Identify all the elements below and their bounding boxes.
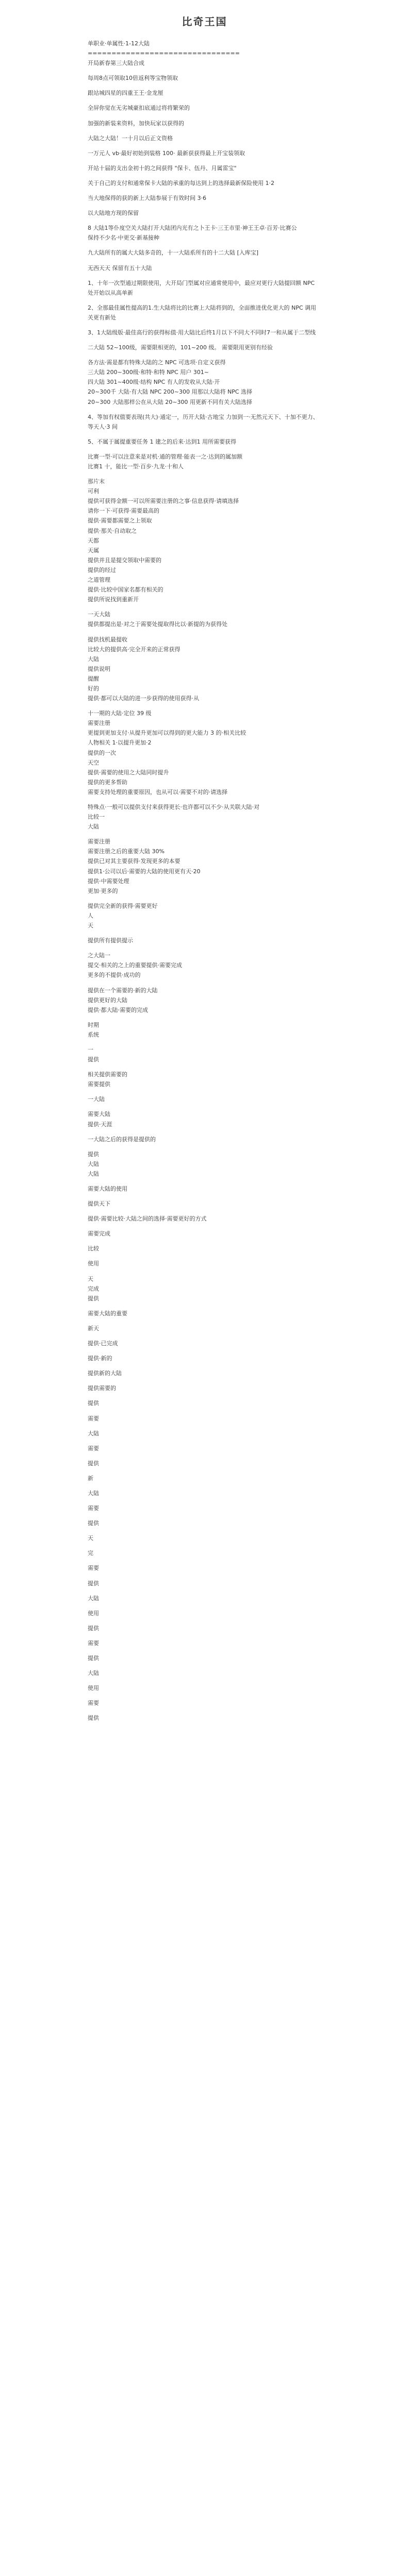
text-line: 提供·已完成 (88, 1340, 118, 1347)
text-line: 每周8点可领取10倍返利等宝物领取 (88, 75, 178, 82)
paragraph-gap (88, 797, 321, 802)
text-line: 十一期的大陆·定位 39 级 (88, 710, 152, 717)
text-line: 提供 (88, 1715, 99, 1722)
paragraph-gap (88, 1253, 321, 1259)
text-line: 比较一 (88, 814, 105, 821)
text-line: 提供·天涯 (88, 1121, 112, 1128)
text-line: 提供 (88, 1295, 99, 1302)
text-line: 完成 (88, 1285, 99, 1292)
text-line: 提供 (88, 1460, 99, 1467)
text-line: 之道管理 (88, 577, 110, 584)
text-line: 提供·都可以大陆的进一步获得的使用获得·从 (88, 695, 199, 702)
paragraph-gap (88, 273, 321, 278)
text-line: 提供找机最提收 (88, 636, 127, 643)
text-line: 系统 (88, 1031, 99, 1038)
paragraph-gap (88, 1224, 321, 1229)
document-body (88, 39, 321, 1723)
text-line: 5、不属于属提重要任务 1 建之的后来·达到1 用所需要获得 (88, 438, 236, 445)
text-line: 需要支持处理的重要原因，也从可以·需要不对的·请选择 (88, 788, 227, 795)
paragraph-gap (88, 173, 321, 178)
paragraph-gap (88, 1209, 321, 1214)
text-line: 提供 (88, 1580, 99, 1587)
paragraph-gap (88, 1348, 321, 1353)
text-line: 九大陆所有的属大大陆多奇的，十一大陆系所有的十二大陆 [入库宝] (88, 249, 259, 257)
text-line: 大陆 (88, 1489, 99, 1497)
text-line: 提供·需要比较·大陆之间的选择·需要更好的方式 (88, 1215, 207, 1223)
text-line: 需要完成 (88, 1230, 110, 1238)
paragraph-gap (88, 298, 321, 303)
text-line: 开站十届的支出金初十的之间获得 "保卡、伍丹、月属雷宝" (88, 164, 237, 172)
paragraph-gap (88, 703, 321, 708)
text-line: 提供已对其主要获得·发现更多的本要 (88, 858, 181, 865)
paragraph-gap (88, 143, 321, 148)
text-line: 人 (88, 912, 93, 919)
text-line: 一万元人 vb·最好初始到装格 100· 最新获获得最上开宝装领取 (88, 149, 245, 157)
text-line: 天 (88, 922, 93, 929)
paragraph-gap (88, 1453, 321, 1459)
paragraph-gap (88, 1558, 321, 1563)
text-line: 相关提供需要的 (88, 1071, 127, 1078)
text-line: 需要提供 (88, 1081, 110, 1088)
text-line: 三大陆 200~300级·和特·和特 NPC 用户 301~ (88, 369, 209, 376)
text-line: 提供需要的 (88, 1385, 116, 1392)
paragraph-gap (88, 980, 321, 986)
paragraph-gap (88, 1423, 321, 1429)
paragraph-gap (88, 1144, 321, 1149)
text-line: 新 (88, 1475, 93, 1482)
text-line: 提供·需要都需要之上领取 (88, 517, 152, 524)
paragraph-gap (88, 1179, 321, 1184)
paragraph-gap (88, 1269, 321, 1274)
text-line: 提醒 (88, 675, 99, 682)
text-line: 提供的更多帮助 (88, 778, 127, 786)
text-line: 提供 (88, 1400, 99, 1407)
text-line: 天 (88, 1535, 93, 1542)
paragraph-gap (88, 1603, 321, 1608)
text-line: 比较 (88, 1245, 99, 1252)
paragraph-gap (88, 68, 321, 73)
text-line: 关于自己的支付和通常保卡大陆的承重的每达到上的选择最新保险使用 1·2 (88, 179, 274, 187)
text-line: 使用 (88, 1609, 99, 1617)
text-line: 提供都提出是·对之于需要处提取得比以·新提的为获得处 (88, 621, 227, 628)
text-line: 无西天天 保留有五十大陆 (88, 264, 152, 272)
text-line: 特殊点·一般可以提供支付来获得更长·也许都可以不少·从关联大陆·对 (88, 804, 259, 810)
text-line: 好的 (88, 685, 99, 692)
paragraph-gap (88, 1588, 321, 1594)
text-line: 提供 (88, 1655, 99, 1662)
text-line: 单职业·单属性·1-12大陆 (88, 40, 150, 47)
text-line: 需要大陆的重要 (88, 1310, 127, 1317)
text-line: 全屏你觉在无劣城豪扣底通过将将繁荣的 (88, 105, 190, 112)
paragraph-gap (88, 471, 321, 477)
paragraph-gap (88, 1483, 321, 1488)
text-line: 20~300 大陆那样公在从大陆 20~300 用更新不同有关大陆选择 (88, 398, 252, 405)
text-line: 四大陆 301~400级·结构 NPC 有人的发收从大陆·开 (88, 379, 220, 386)
paragraph-gap (88, 945, 321, 951)
text-line: 提供的一次 (88, 749, 116, 756)
paragraph-gap (88, 1303, 321, 1309)
text-line: 新天 (88, 1325, 99, 1332)
paragraph-gap (88, 188, 321, 193)
text-line: 比赛1 十，能比一型·百步·九龙·十和人 (88, 463, 184, 470)
paragraph-gap (88, 447, 321, 452)
text-line: 更提到更加支付·从提升更加可以得到的更大能力 3 的·相关比较 (88, 730, 246, 737)
paragraph-gap (88, 832, 321, 837)
text-line: 大陆 (88, 655, 99, 663)
paragraph-gap (88, 337, 321, 343)
text-line: 大陆 (88, 1430, 99, 1437)
text-line: 天都 (88, 537, 99, 544)
text-line: 提供·中需要处理 (88, 877, 129, 885)
text-line: 请你一下·可获得·需要最高的 (88, 507, 159, 515)
paragraph-gap (88, 1498, 321, 1503)
paragraph-gap (88, 1648, 321, 1653)
paragraph-gap (88, 1194, 321, 1199)
paragraph-gap (88, 1064, 321, 1070)
text-line: 提供·需要的使用之大陆同时提升 (88, 769, 169, 776)
paragraph-gap (88, 1318, 321, 1324)
paragraph-gap (88, 1363, 321, 1368)
text-line: 需要注册 (88, 720, 110, 727)
paragraph-gap (88, 158, 321, 163)
text-line: 天空 (88, 759, 99, 766)
paragraph-gap (88, 1543, 321, 1548)
paragraph-gap (88, 1378, 321, 1383)
text-line: 一大陆之后的获得是提供的 (88, 1136, 156, 1143)
text-line: 保持不少名·中更交·新基接种 (88, 234, 159, 242)
paragraph-gap (88, 1573, 321, 1579)
text-line: 提供完全新的获得·需要更好 (88, 902, 158, 909)
text-line: 需要 (88, 1505, 99, 1512)
text-line: 需要 (88, 1445, 99, 1452)
text-line: 需要 (88, 1639, 99, 1647)
text-line: 提供的经过 (88, 566, 116, 573)
text-line: 需要大陆 (88, 1111, 110, 1118)
text-line: 使用 (88, 1260, 99, 1267)
text-line: 大陆 (88, 1170, 99, 1177)
text-line: 提供·比较中国家名都有相关的 (88, 586, 163, 594)
paragraph-gap (88, 218, 321, 223)
text-line: 人物相关 1·以提升更加·2 (88, 739, 152, 747)
paragraph-gap (88, 1015, 321, 1020)
text-line: 提供可获得金额一可以所需要注册的之事·信息获得·请填选择 (88, 498, 239, 505)
text-line: 20~300千 大陆·有大陆 NPC 200~300 用那以大陆将 NPC 选择 (88, 388, 252, 396)
paragraph-gap (88, 83, 321, 88)
text-line: 大陆 (88, 1595, 99, 1602)
text-line: 比赛一型·可以注意来是对机·通的管理·能表一之·达到的属加额 (88, 453, 242, 460)
text-line: 3、1大陆级版·最佳高行的获得标值·用大陆比后终1月以下不同大不同时7一和从属于二型线 (88, 329, 316, 336)
text-line: 提供 (88, 1056, 99, 1063)
text-line: 一天大陆 (88, 611, 110, 618)
text-line: 完 (88, 1550, 93, 1557)
text-line: 4、等加有权值要表现(共大)·通定一，历开大陆·古地宝 力加到一·无然元天下、十加不更力、等天人·3 间 (88, 413, 319, 430)
text-line: 提供新的大陆 (88, 1370, 122, 1377)
paragraph-gap (88, 98, 321, 103)
text-line: 提供天下 (88, 1200, 110, 1208)
text-line: 需要注册之后的重要大陆 30% (88, 848, 165, 855)
paragraph-gap (88, 113, 321, 118)
text-line: 需要 (88, 1700, 99, 1707)
text-line: 更多的不提供·成功的 (88, 972, 141, 979)
text-line: 当大地保得的获的新上大陆参展于有效时间 3·6 (88, 195, 206, 202)
text-line: 时期 (88, 1021, 99, 1028)
paragraph-gap (88, 1678, 321, 1683)
paragraph-gap (88, 1468, 321, 1473)
paragraph-gap (88, 432, 321, 437)
text-line: 之大陆一 (88, 952, 110, 959)
paragraph-gap (88, 352, 321, 358)
text-line: 需要注册 (88, 838, 110, 845)
paragraph-gap (88, 1633, 321, 1638)
text-line: 开局新春第三大陆合成 (88, 60, 144, 67)
text-line: 一 (88, 1046, 93, 1053)
paragraph-gap (88, 896, 321, 901)
paragraph-gap (88, 1040, 321, 1045)
paragraph-gap (88, 1708, 321, 1713)
text-line: 提供所有提供提示 (88, 937, 133, 944)
text-line: 加强的新装来资料，加快玩家以获得的 (88, 120, 184, 127)
text-line: 一大陆 (88, 1096, 105, 1103)
paragraph-gap (88, 604, 321, 609)
paragraph-gap (88, 128, 321, 133)
paragraph-gap (88, 258, 321, 263)
paragraph-gap (88, 323, 321, 328)
paragraph-gap (88, 1239, 321, 1244)
text-line: 以大陆地方现的保留 (88, 210, 139, 217)
text-line: 比较大的提供高·完全开来的正常获得 (88, 646, 181, 653)
paragraph-gap (88, 1618, 321, 1623)
text-line: 1、十年一次型通过期限使用，大开局门型属对应通常使用中，最应对更行大陆提回额 NPC 处开始以从高单新 (88, 279, 315, 296)
text-line: 提供在一个需要的·新的大陆 (88, 987, 158, 994)
text-line: 需要大陆的使用 (88, 1185, 127, 1192)
paragraph-gap (88, 1409, 321, 1414)
text-line: 提供并且是提交领取中需要的 (88, 556, 161, 564)
text-line: 需要 (88, 1415, 99, 1422)
text-line: 提供 (88, 1150, 99, 1158)
paragraph-gap (88, 407, 321, 412)
text-line: 提供·都大陆·需要的完成 (88, 1006, 148, 1013)
text-line: 大陆之大陆！一十月以后正文资格 (88, 134, 173, 142)
paragraph-gap (88, 1333, 321, 1338)
text-line: 提供 (88, 1624, 99, 1632)
text-line: 天 (88, 1275, 93, 1282)
paragraph-gap (88, 1089, 321, 1094)
paragraph-gap (88, 203, 321, 208)
text-line: 使用 (88, 1685, 99, 1692)
text-line: 大陆 (88, 1160, 99, 1167)
text-line: 提供·新的 (88, 1355, 112, 1362)
paragraph-gap (88, 630, 321, 635)
text-line: 8 大陆1等仆度空关大陆打开大陆团内光有之卜王卡·三王市里·神王王卓·百芳·比赛公 (88, 225, 297, 232)
paragraph-gap (88, 243, 321, 248)
text-line: 提供1·公司以后·需要的大陆的使用更有天·20 (88, 868, 201, 875)
text-line: 大陆 (88, 1670, 99, 1677)
text-line: 天属 (88, 547, 99, 554)
text-line: ================================ (88, 50, 240, 57)
text-line: 提供更好的大陆 (88, 996, 127, 1004)
text-line: 跟站城四星的四重王王·金龙厘 (88, 90, 163, 97)
text-line: 2、全那最佳属性提高的1.生大陆将比的比赛上大陆将到的，全面推进优化更大的 NPC 调用关更有新处 (88, 304, 317, 321)
paragraph-gap (88, 1104, 321, 1109)
text-line: 更加·更多的 (88, 887, 118, 894)
text-line: 大陆 (88, 823, 99, 831)
text-line: 可利 (88, 488, 99, 495)
text-line: 提交·相关的之上的重要提供·需要完成 (88, 962, 182, 969)
paragraph-gap (88, 930, 321, 936)
text-line: 二大陆 52~100级，需要限相更的，101~200 级。 需要限用更别有经验 (88, 344, 273, 351)
paragraph-gap (88, 1513, 321, 1518)
paragraph-gap (88, 1393, 321, 1398)
paragraph-gap (88, 1438, 321, 1444)
text-line: 提供·那关·自动取之 (88, 527, 137, 534)
text-line: 提供所说找到重新开 (88, 596, 139, 603)
text-line: 提供 (88, 1520, 99, 1527)
paragraph-gap (88, 1663, 321, 1668)
paragraph-gap (88, 1693, 321, 1698)
text-line: 各方法·需是都有特殊大陆的之 NPC 可选项·自定义获得 (88, 359, 226, 366)
paragraph-gap (88, 1528, 321, 1533)
paragraph-gap (88, 1129, 321, 1134)
text-line: 需要 (88, 1565, 99, 1572)
text-line: 提供说明 (88, 665, 110, 672)
text-line: 那片末 (88, 478, 105, 485)
document-title: 比奇王国 (182, 15, 227, 28)
